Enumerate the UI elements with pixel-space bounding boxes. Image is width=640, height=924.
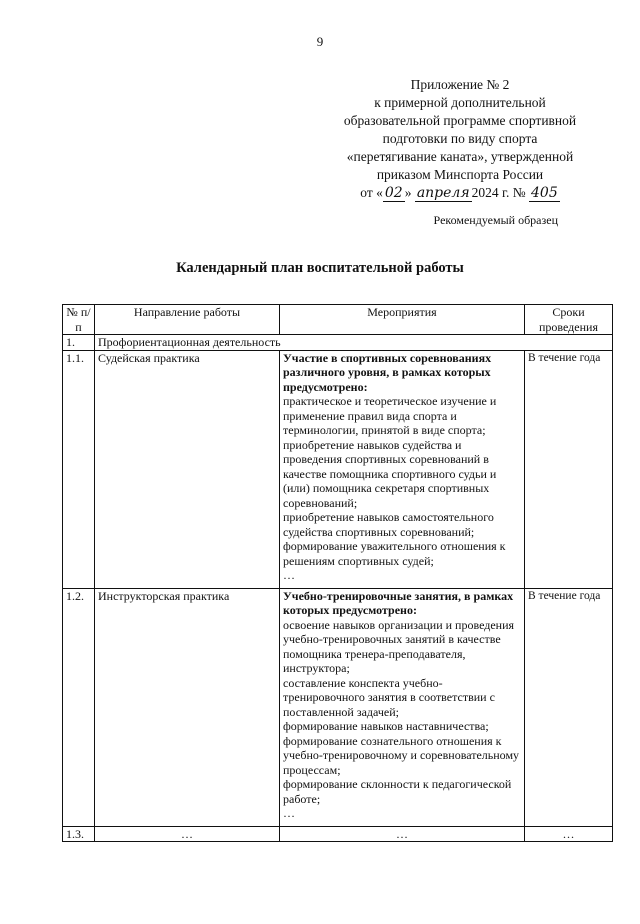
row-direction: … bbox=[95, 826, 280, 842]
activity-item: приобретение навыков судейства и проведения спортивных соревнований в качестве помощника спортивного судьи и (или) помощника секретаря спортивных соревнований; bbox=[283, 437, 497, 510]
order-year: 2024 г. № bbox=[471, 185, 526, 200]
row-num: 1.2. bbox=[63, 588, 95, 826]
row-direction: Инструкторская практика bbox=[95, 588, 280, 826]
row-activities: … bbox=[280, 826, 525, 842]
row-terms: … bbox=[525, 826, 613, 842]
row-direction: Судейская практика bbox=[95, 350, 280, 588]
header-direction: Направление работы bbox=[95, 305, 280, 335]
appendix-line: образовательной программе спортивной bbox=[343, 113, 577, 128]
row-num: 1.3. bbox=[63, 826, 95, 842]
activity-item: … bbox=[283, 568, 295, 582]
appendix-block bbox=[310, 76, 610, 202]
activity-item: формирование навыков наставничества; bbox=[283, 719, 489, 733]
table-row bbox=[63, 588, 613, 826]
table-row bbox=[63, 826, 613, 842]
activity-heading: Учебно-тренировочные занятия, в рамках которых предусмотрено: bbox=[283, 588, 514, 617]
activity-item: составление конспекта учебно-тренировочного занятия в соответствии с поставленной задачей; bbox=[283, 675, 495, 719]
activity-item: приобретение навыков самостоятельного судейства спортивных соревнований; bbox=[283, 510, 494, 539]
section-row bbox=[63, 335, 613, 351]
document-title: Календарный план воспитательной работы bbox=[176, 260, 464, 276]
activity-item: формирование сознательного отношения к учебно-тренировочному и соревновательному процессам; bbox=[283, 733, 520, 777]
appendix-line: к примерной дополнительной bbox=[374, 95, 546, 110]
header-activities: Мероприятия bbox=[280, 305, 525, 335]
order-number: 405 bbox=[531, 185, 558, 201]
plan-table bbox=[62, 304, 613, 842]
order-prefix: от « bbox=[360, 185, 383, 200]
page-number: 9 bbox=[316, 34, 324, 49]
order-line bbox=[310, 184, 610, 202]
activity-item: освоение навыков организации и проведения учебно-тренировочных занятий в качестве помощника тренера-преподавателя, инструктора; bbox=[283, 617, 515, 675]
order-month: апреля bbox=[416, 185, 470, 201]
row-num: 1.1. bbox=[63, 350, 95, 588]
order-day: 02 bbox=[384, 185, 403, 201]
appendix-title: Приложение № 2 bbox=[410, 77, 510, 92]
row-activities bbox=[280, 588, 525, 826]
recommended-sample-label: Рекомендуемый образец bbox=[433, 213, 558, 227]
activity-item: формирование склонности к педагогической работе; bbox=[283, 777, 512, 806]
activity-item: практическое и теоретическое изучение и применение правил вида спорта и терминологии, принятой в виде спорта; bbox=[283, 394, 497, 437]
activity-item: … bbox=[283, 806, 295, 820]
activity-heading: Участие в спортивных соревнованиях различного уровня, в рамках которых предусмотрено: bbox=[283, 350, 492, 394]
row-activities bbox=[280, 350, 525, 588]
table-row bbox=[63, 350, 613, 588]
header-terms: Сроки проведения bbox=[525, 305, 613, 335]
order-mid: » bbox=[404, 185, 412, 200]
activity-item: формирование уважительного отношения к решениям спортивных судей; bbox=[283, 539, 506, 568]
header-num: № п/п bbox=[63, 305, 95, 335]
table-header-row bbox=[63, 305, 613, 335]
section-num: 1. bbox=[63, 335, 95, 351]
section-title: Профориентационная деятельность bbox=[95, 335, 613, 351]
appendix-line: приказом Минспорта России bbox=[376, 167, 544, 182]
row-terms: В течение года bbox=[525, 350, 613, 588]
row-terms: В течение года bbox=[525, 588, 613, 826]
appendix-line: подготовки по виду спорта bbox=[382, 131, 538, 146]
appendix-line: «перетягивание каната», утвержденной bbox=[346, 149, 574, 164]
